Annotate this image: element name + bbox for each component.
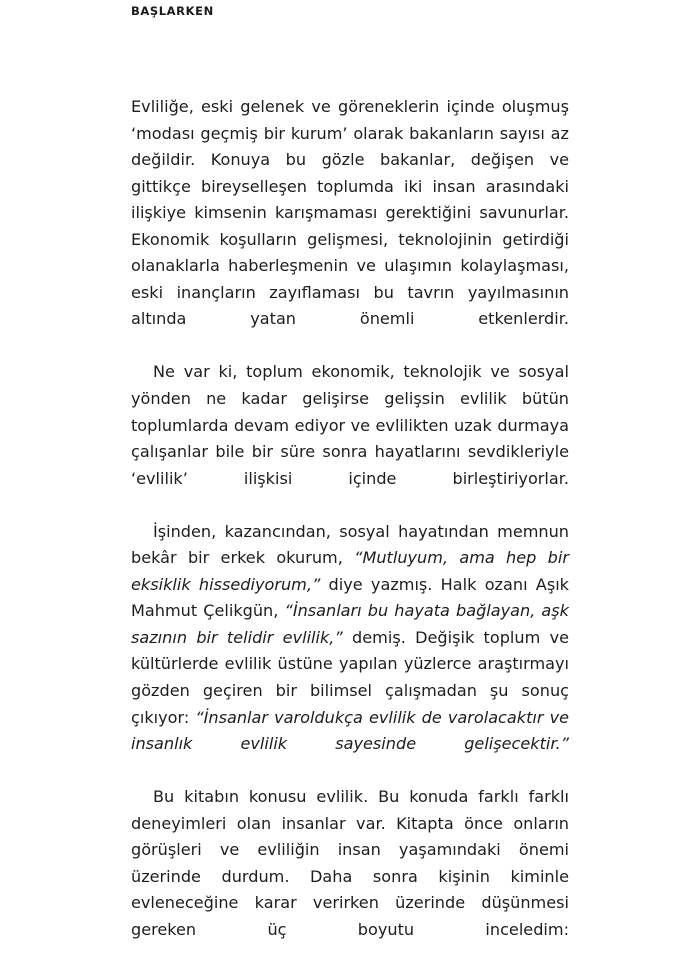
run-roman-3: demiş. Değişik toplum ve kültürlerde evlilik üstüne yapılan yüzlerce araştırmayı gözden geçiren bir bilimsel çalışmadan şu sonuç çıkıyor: [131,627,569,727]
paragraph-4: Bu kitabın konusu evlilik. Bu konuda farklı farklı deneyimleri olan insanlar var. Kitapta önce onların görüşleri ve evliliğin insan yaşamındaki önemi üzerinde durdum. Daha sonra kişinin kiminle evleneceğine karar verirken üzerinde düşünmesi gereken üç boyutu inceledim: [131,787,569,939]
quote-okur: “Mutluyum, ama hep bir eksiklik hissediyorum,” [131,548,569,594]
paragraph-1: Evliliğe, eski gelenek ve göreneklerin içinde oluşmuş ‘modası geçmiş bir kurum’ olarak bakanların sayısı az değildir. Konuya bu gözle bakanlar, değişen ve gittikçe bireyselleşen toplumda iki insan arasındaki ilişkiye kimsenin karışmaması gerektiğini savunurlar. Ekonomik koşulların gelişmesi, teknolojinin getirdiği olanaklarla haberleşmenin ve ulaşımın kolaylaşması, eski inançların zayıflaması bu tavrın yayılmasının altında yatan önemli etkenlerdir. [131,97,569,329]
run-roman-2: diye yazmış. Halk ozanı Aşık Mahmut Çelikgün, [131,574,569,621]
paragraph-3 [131,519,569,784]
body-text-block [131,94,569,970]
run-roman-1: İşinden, kazancından, sosyal hayatından memnun bekâr bir erkek okurum, [131,521,569,568]
quote-celikgun: “İnsanları bu hayata bağlayan, aşk sazının bir telidir evlilik,” [131,601,569,647]
running-head: BAŞLARKEN [131,4,214,18]
paragraph-2: Ne var ki, toplum ekonomik, teknolojik ve sosyal yönden ne kadar gelişirse gelişsin evlilik bütün toplumlarda devam ediyor ve evlilikten uzak durmaya çalışanlar bile bir süre sonra hayatlarını sevdikleriyle ‘evlilik’ ilişkisi içinde birleştiriyorlar. [131,362,569,488]
quote-sonuc: “İnsanlar varoldukça evlilik de varolacaktır ve insanlık evlilik sayesinde gelişecektir.” [131,707,569,754]
